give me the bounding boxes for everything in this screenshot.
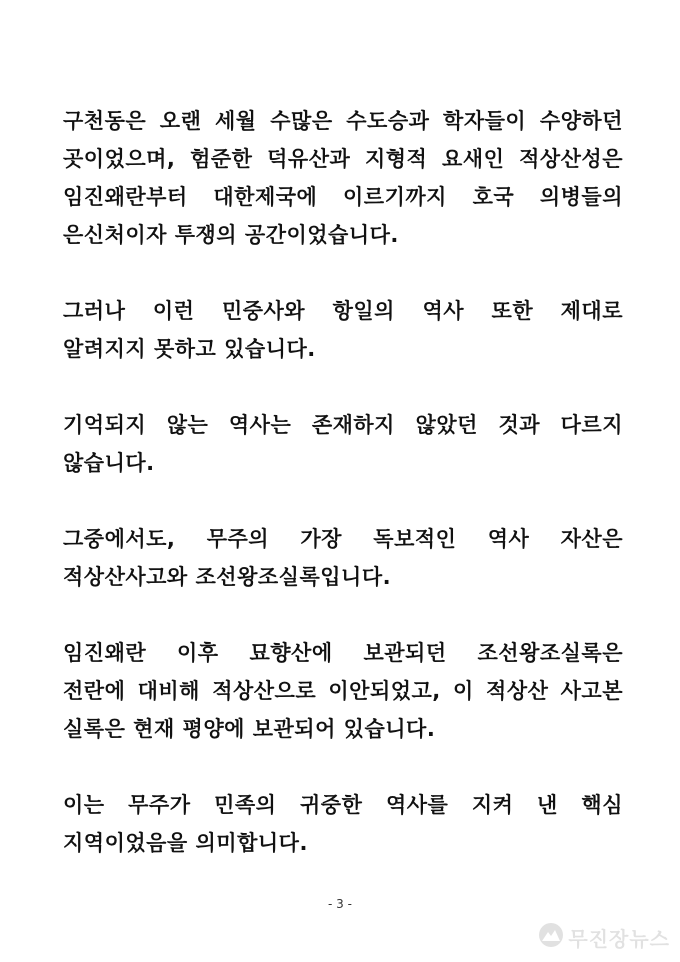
text-line: 실록은 현재 평양에 보관되어 있습니다. xyxy=(63,717,436,741)
text-line: 구천동은 오랜 세월 수많은 수도승과 학자들이 수양하던 xyxy=(63,109,623,133)
text-line: 않습니다. xyxy=(63,451,155,475)
page-number: - 3 - xyxy=(328,897,352,911)
paragraph xyxy=(63,102,623,254)
text-line: 은신처이자 투쟁의 공간이었습니다. xyxy=(63,223,399,247)
text-line: 전란에 대비해 적상산으로 이안되었고, 이 적상산 사고본 xyxy=(63,679,623,703)
text-line: 그중에서도, 무주의 가장 독보적인 역사 자산은 xyxy=(63,527,623,551)
paragraph xyxy=(63,786,623,862)
text-line: 그러나 이런 민중사와 항일의 역사 또한 제대로 xyxy=(63,299,623,323)
text-line: 기억되지 않는 역사는 존재하지 않았던 것과 다르지 xyxy=(63,413,623,437)
paragraph xyxy=(63,406,623,482)
text-line: 임진왜란부터 대한제국에 이르기까지 호국 의병들의 xyxy=(63,185,623,209)
paragraph xyxy=(63,292,623,368)
text-line: 곳이었으며, 험준한 덕유산과 지형적 요새인 적상산성은 xyxy=(63,147,623,171)
paragraph xyxy=(63,634,623,748)
text-line: 지역이었음을 의미합니다. xyxy=(63,831,308,855)
text-line: 적상산사고와 조선왕조실록입니다. xyxy=(63,565,392,589)
paragraph xyxy=(63,520,623,596)
mountain-logo-icon xyxy=(538,922,564,952)
text-line: 임진왜란 이후 묘향산에 보관되던 조선왕조실록은 xyxy=(63,641,623,665)
watermark-text: 무진장뉴스 xyxy=(568,926,670,951)
text-line: 이는 무주가 민족의 귀중한 역사를 지켜 낸 핵심 xyxy=(63,793,623,817)
watermark xyxy=(538,922,670,952)
document-body xyxy=(63,102,623,900)
text-line: 알려지지 못하고 있습니다. xyxy=(63,337,316,361)
